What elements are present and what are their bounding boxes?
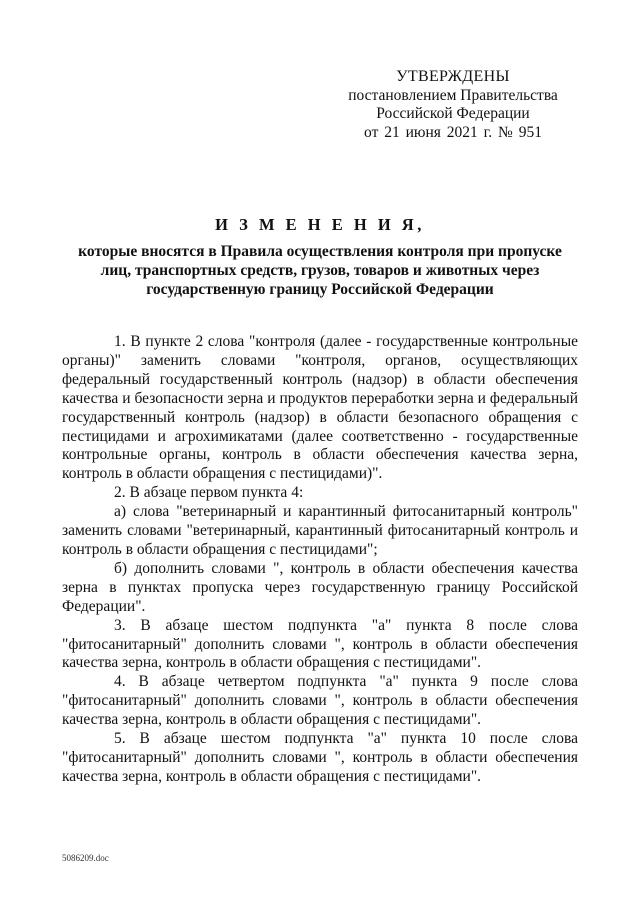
document-subtitle: которые вносятся в Правила осуществления контроля при пропуске лиц, транспортных средств, грузов, товаров и животных через государственную границу Российской Федерации xyxy=(78,243,562,298)
document-title: И З М Е Н Е Н И Я, xyxy=(215,215,425,234)
approval-decree-line: постановлением Правительства xyxy=(348,86,558,104)
approval-date-line: от 21 июня 2021 г. № 951 xyxy=(364,123,542,141)
paragraph-item-2: 2. В абзаце первом пункта 4: xyxy=(114,484,304,502)
paragraph-item-1: 1. В пункте 2 слова "контроля (далее - государственные контрольные органы)" заменить словами "контроля, органов, осуществляющих федеральный государственный контроль (надзор) в области обеспечения качества и безопасности зерна и продуктов переработки зерна и федеральный государственный контроль (надзор) в области безопасного обращения с пестицидами и агрохимикатами (далее соответственно - государственные контрольные органы, контроль в области обеспечения качества зерна, контроль в области обращения с пестицидами)". xyxy=(62,333,578,483)
approval-federation-line: Российской Федерации xyxy=(376,105,530,122)
approval-block xyxy=(348,68,558,142)
file-name-footer: 5086209.doc xyxy=(62,853,109,863)
paragraph-item-2b: б) дополнить словами ", контроль в области обеспечения качества зерна в пунктах пропуска через государственную границу Российской Федерации". xyxy=(62,559,578,615)
paragraph-item-4: 4. В абзаце четвертом подпункта "а" пункта 9 после слова "фитосанитарный" дополнить словами ", контроль в области обеспечения качества зерна, контроль в области обращения с пестицидами". xyxy=(62,673,578,729)
approval-heading: УТВЕРЖДЕНЫ xyxy=(396,68,510,85)
paragraph-item-5: 5. В абзаце шестом подпункта "а" пункта 10 после слова "фитосанитарный" дополнить словами ", контроль в области обеспечения качества зерна, контроль в области обращения с пестицидами". xyxy=(62,730,578,785)
paragraph-item-2a: а) слова "ветеринарный и карантинный фитосанитарный контроль" заменить словами "ветеринарный, карантинный фитосанитарный контроль и контроль в области обращения с пестицидами"; xyxy=(62,503,578,558)
document-body xyxy=(62,333,578,787)
paragraph-item-3: 3. В абзаце шестом подпункта "а" пункта 8 после слова "фитосанитарный" дополнить словами ", контроль в области обеспечения качества зерна, контроль в области обращения с пестицидами". xyxy=(62,616,578,672)
